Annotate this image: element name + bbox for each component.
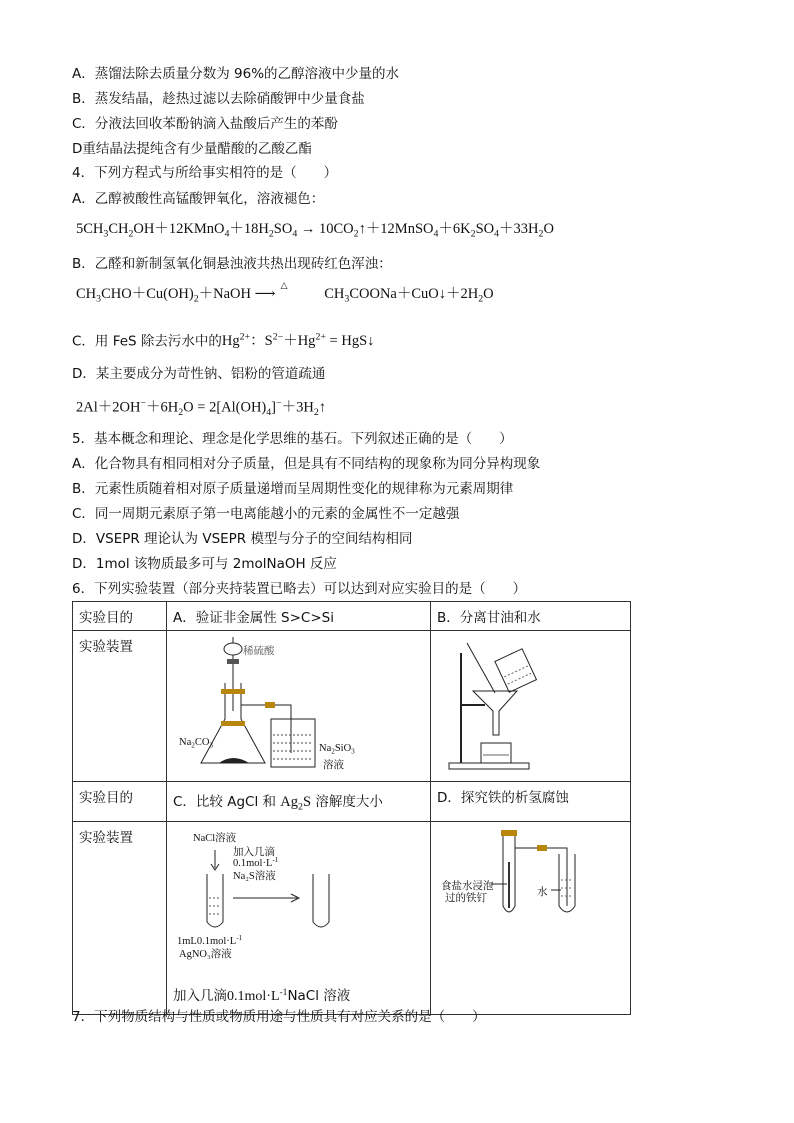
row-label-device: 实验装置 bbox=[73, 631, 167, 782]
row-label-purpose: 实验目的 bbox=[73, 602, 167, 631]
q3-option-a: A．蒸馏法除去质量分数为 96%的乙醇溶液中少量的水 bbox=[72, 66, 400, 82]
label-add-drops: 加入几滴 bbox=[233, 847, 275, 858]
q4-stem: 4．下列方程式与所给事实相符的是（ ） bbox=[72, 165, 338, 181]
q4-equation-d: $2Al+2OH^-+6H_2O$ = $2[Al(OH)_4]^-+3H_2↑$ bbox=[76, 398, 326, 418]
device-c-cell bbox=[167, 822, 431, 1015]
q5-option-d: D．VSEPR 理论认为 VSEPR 模型与分子的空间结构相同 bbox=[72, 531, 413, 547]
q4-option-c: C．用 FeS 除去污水中的$Hg^{2+}$：$S^{2-}+Hg^{2+}$ = HgS↓ bbox=[72, 332, 375, 350]
label-na2co3: $Na_2CO_3$ bbox=[179, 737, 213, 750]
purpose-b: B．分离甘油和水 bbox=[431, 602, 631, 631]
q4-equation-b: $CH_3CHO+Cu(OH)_2+NaOH$ △ ⟶ $CH_3COONa+CuO↓+2H_2O$ bbox=[76, 280, 494, 305]
q5-option-d2: D．1mol 该物质最多可与 2molNaOH 反应 bbox=[72, 556, 337, 572]
purpose-a: A．验证非金属性 S>C>Si bbox=[167, 602, 431, 631]
apparatus-b-diagram bbox=[431, 631, 631, 777]
q3-option-c: C．分液法回收苯酚钠滴入盐酸后产生的苯酚 bbox=[72, 116, 338, 132]
purpose-d: D．探究铁的析氢腐蚀 bbox=[431, 782, 631, 822]
label-solution: 溶液 bbox=[323, 760, 344, 771]
label-iron-nail-2: 过的铁钉 bbox=[445, 893, 487, 904]
row-label-purpose-2: 实验目的 bbox=[73, 782, 167, 822]
label-water: 水 bbox=[537, 887, 548, 898]
label-na2sio3: $Na_2SiO_3$ bbox=[319, 743, 355, 756]
q5-option-b: B．元素性质随着相对原子质量递增而呈周期性变化的规律称为元素周期律 bbox=[72, 481, 514, 497]
q7-stem: 7．下列物质结构与性质或物质用途与性质具有对应关系的是（ ） bbox=[72, 1009, 486, 1025]
apparatus-a-diagram bbox=[167, 631, 431, 777]
label-iron-nail-1: 食盐水浸泡 bbox=[441, 881, 494, 892]
device-a-cell bbox=[167, 631, 431, 782]
row-label-device-2: 实验装置 bbox=[73, 822, 167, 1015]
label-nacl-solution: NaCl溶液 bbox=[193, 833, 237, 844]
label-dilute-acid: 稀硫酸 bbox=[243, 646, 275, 657]
caption-c: 加入几滴$0.1mol\cdot L^{-1}NaCl$ 溶液 bbox=[173, 987, 351, 1004]
label-concentration: $0.1mol\cdot L^{-1}$ bbox=[233, 856, 279, 869]
q4-equation-a: $5CH_3CH_2OH+12KMnO_4+18H_2SO_4$ → $10CO_2↑+12MnSO_4+6K_2SO_4+33H_2O$ bbox=[76, 221, 554, 240]
q4-option-a: A．乙醇被酸性高锰酸钾氧化，溶液褪色： bbox=[72, 191, 325, 207]
label-agno3-solution: AgNO₃溶液 bbox=[179, 949, 232, 960]
device-d-cell bbox=[431, 822, 631, 1015]
q5-option-c: C．同一周期元素原子第一电离能越小的元素的金属性不一定越强 bbox=[72, 506, 460, 522]
q5-stem: 5．基本概念和理论、理念是化学思维的基石。下列叙述正确的是（ ） bbox=[72, 431, 513, 447]
apparatus-d-diagram bbox=[431, 822, 631, 1010]
apparatus-c-diagram bbox=[167, 822, 431, 1010]
q3-option-b: B．蒸发结晶，趁热过滤以去除硝酸钾中少量食盐 bbox=[72, 91, 365, 107]
q4-option-b: B．乙醛和新制氢氧化铜悬浊液共热出现砖红色浑浊： bbox=[72, 256, 392, 272]
label-na2s-solution: Na₂S溶液 bbox=[233, 871, 276, 882]
q5-option-a: A．化合物具有相同相对分子质量，但是具有不同结构的现象称为同分异构现象 bbox=[72, 456, 541, 472]
q6-table bbox=[72, 601, 631, 1015]
q4-option-d: D．某主要成分为苛性钠、铝粉的管道疏通 bbox=[72, 366, 326, 382]
label-agno3-volume: $1mL0.1mol\cdot L^{-1}$ bbox=[177, 934, 243, 947]
purpose-c: C．比较 AgCl 和 $Ag_2S$ 溶解度大小 bbox=[167, 782, 431, 822]
q6-stem: 6．下列实验装置（部分夹持装置已略去）可以达到对应实验目的是（ ） bbox=[72, 581, 527, 597]
q3-option-d: D重结晶法提纯含有少量醋酸的乙酸乙酯 bbox=[72, 141, 312, 157]
device-b-cell bbox=[431, 631, 631, 782]
